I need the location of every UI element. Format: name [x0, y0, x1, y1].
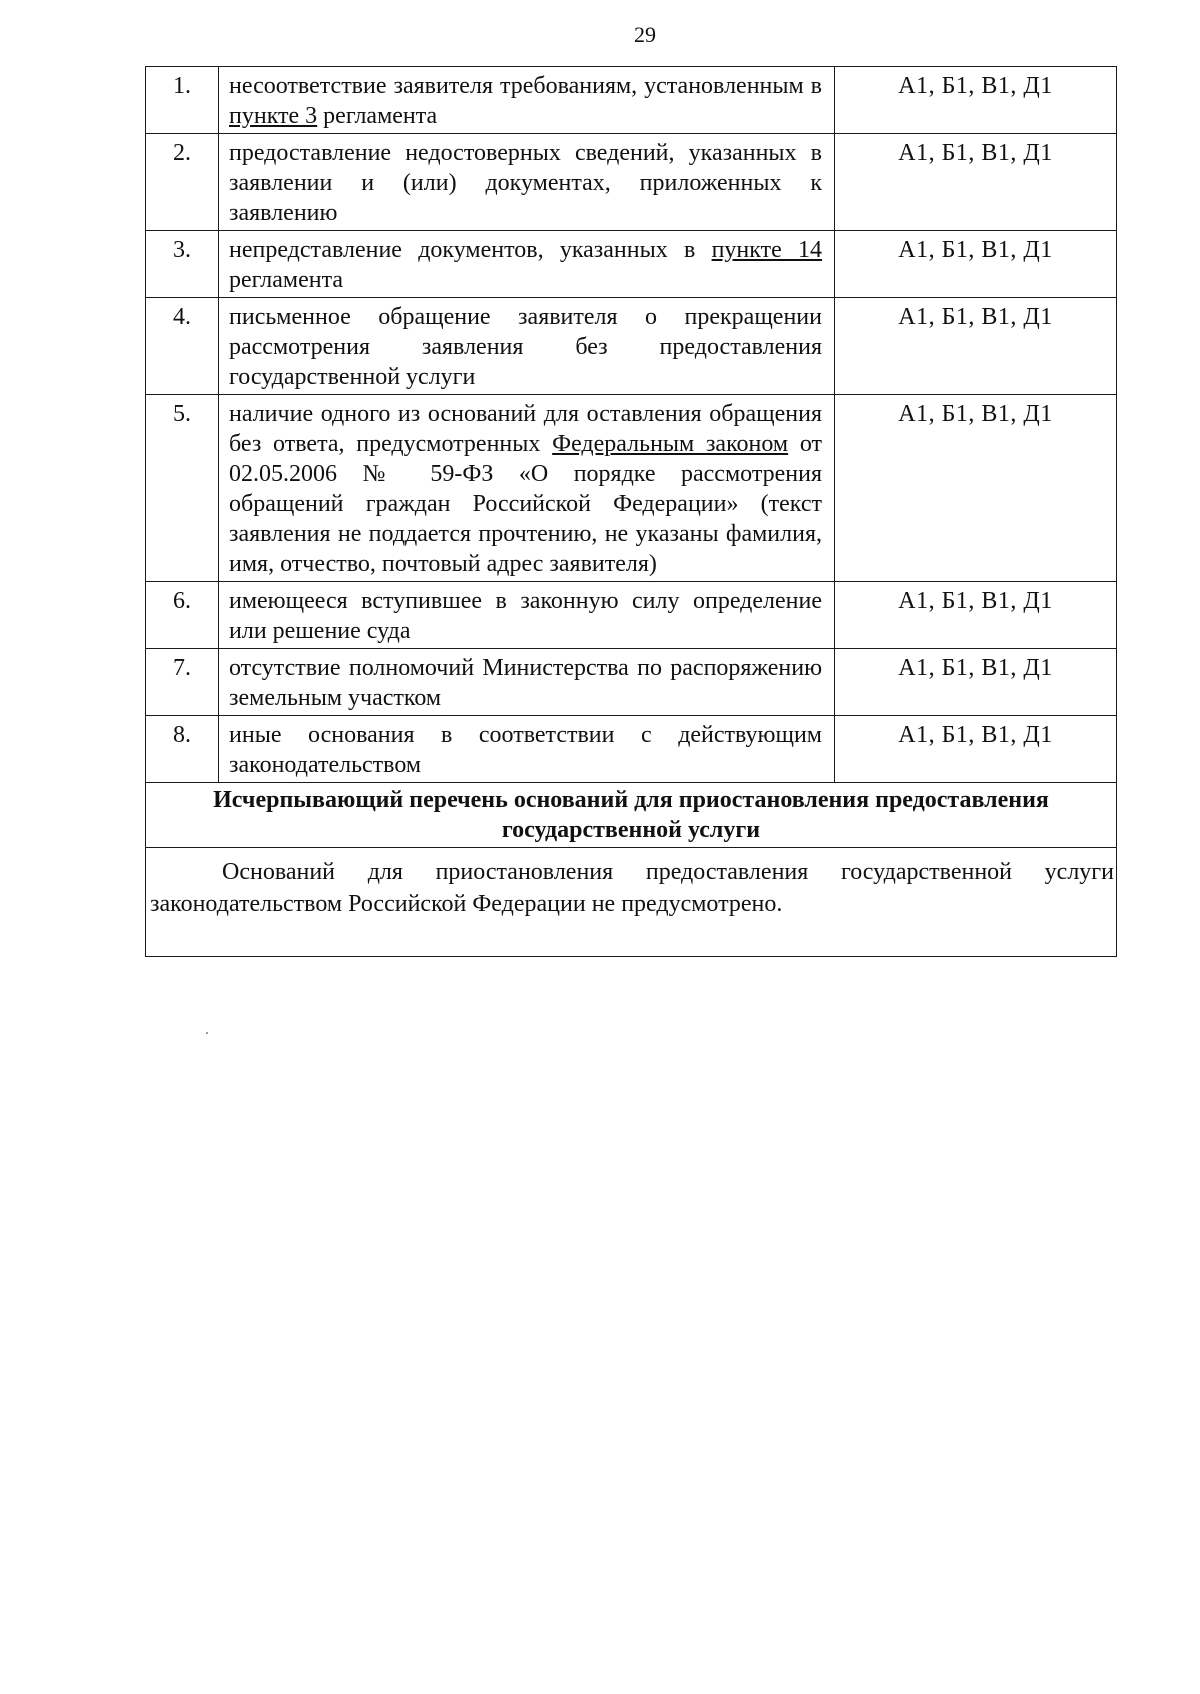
row-number: 3.	[146, 231, 219, 298]
table-row	[146, 716, 1117, 783]
row-codes: А1, Б1, В1, Д1	[835, 67, 1117, 134]
table-row	[146, 231, 1117, 298]
table-row	[146, 134, 1117, 231]
row-codes: А1, Б1, В1, Д1	[835, 231, 1117, 298]
row-number: 5.	[146, 395, 219, 582]
description-text: имеющееся вступившее в законную силу определение или решение суда	[229, 588, 822, 644]
row-description	[219, 298, 835, 395]
row-description	[219, 582, 835, 649]
regulation-reference: пункте 14	[711, 237, 822, 263]
description-text: от 02.05.2006 № 59-ФЗ «О порядке рассмотрения обращений граждан Российской Федерации» (текст заявления не поддается прочтению, не указаны фамилия, имя, отчество, почтовый адрес заявителя)	[229, 431, 823, 577]
table-row	[146, 298, 1117, 395]
row-number: 2.	[146, 134, 219, 231]
table-row	[146, 395, 1117, 582]
row-description	[219, 231, 835, 298]
row-number: 1.	[146, 67, 219, 134]
row-codes: А1, Б1, В1, Д1	[835, 716, 1117, 783]
row-number: 6.	[146, 582, 219, 649]
description-text: предоставление недостоверных сведений, указанных в заявлении и (или) документах, приложенных к заявлению	[229, 140, 822, 226]
description-text: наличие одного из оснований для оставления обращения без ответа, предусмотренных	[229, 401, 822, 457]
scan-speck	[206, 1032, 208, 1034]
description-text: отсутствие полномочий Министерства по распоряжению земельным участком	[229, 655, 822, 711]
grounds-table	[145, 66, 1117, 957]
row-codes: А1, Б1, В1, Д1	[835, 582, 1117, 649]
row-description	[219, 716, 835, 783]
description-text: письменное обращение заявителя о прекращении рассмотрения заявления без предоставления государственной услуги	[229, 304, 822, 390]
row-description	[219, 67, 835, 134]
section-note-row	[146, 848, 1117, 957]
row-description	[219, 395, 835, 582]
table-row	[146, 67, 1117, 134]
description-text: иные основания в соответствии с действующим законодательством	[229, 722, 822, 778]
row-number: 7.	[146, 649, 219, 716]
description-text: регламента	[229, 267, 344, 293]
row-number: 8.	[146, 716, 219, 783]
section-heading: Исчерпывающий перечень оснований для приостановления предоставления государственной услуги	[146, 783, 1117, 848]
row-description	[219, 649, 835, 716]
row-codes: А1, Б1, В1, Д1	[835, 649, 1117, 716]
regulation-reference: Федеральным законом	[552, 431, 789, 457]
row-codes: А1, Б1, В1, Д1	[835, 395, 1117, 582]
table-row	[146, 649, 1117, 716]
section-note: Оснований для приостановления предоставления государственной услуги законодательством Российской Федерации не предусмотрено.	[146, 848, 1117, 957]
description-text: регламента	[317, 103, 438, 129]
row-description	[219, 134, 835, 231]
grounds-table-body	[146, 67, 1117, 783]
row-codes: А1, Б1, В1, Д1	[835, 134, 1117, 231]
description-text: несоответствие заявителя требованиям, установленным в	[229, 73, 822, 99]
description-text: непредставление документов, указанных в	[229, 237, 712, 263]
regulation-reference: пункте 3	[229, 103, 318, 129]
row-codes: А1, Б1, В1, Д1	[835, 298, 1117, 395]
row-number: 4.	[146, 298, 219, 395]
section-heading-row	[146, 783, 1117, 848]
table-row	[146, 582, 1117, 649]
page-number: 29	[634, 22, 656, 47]
